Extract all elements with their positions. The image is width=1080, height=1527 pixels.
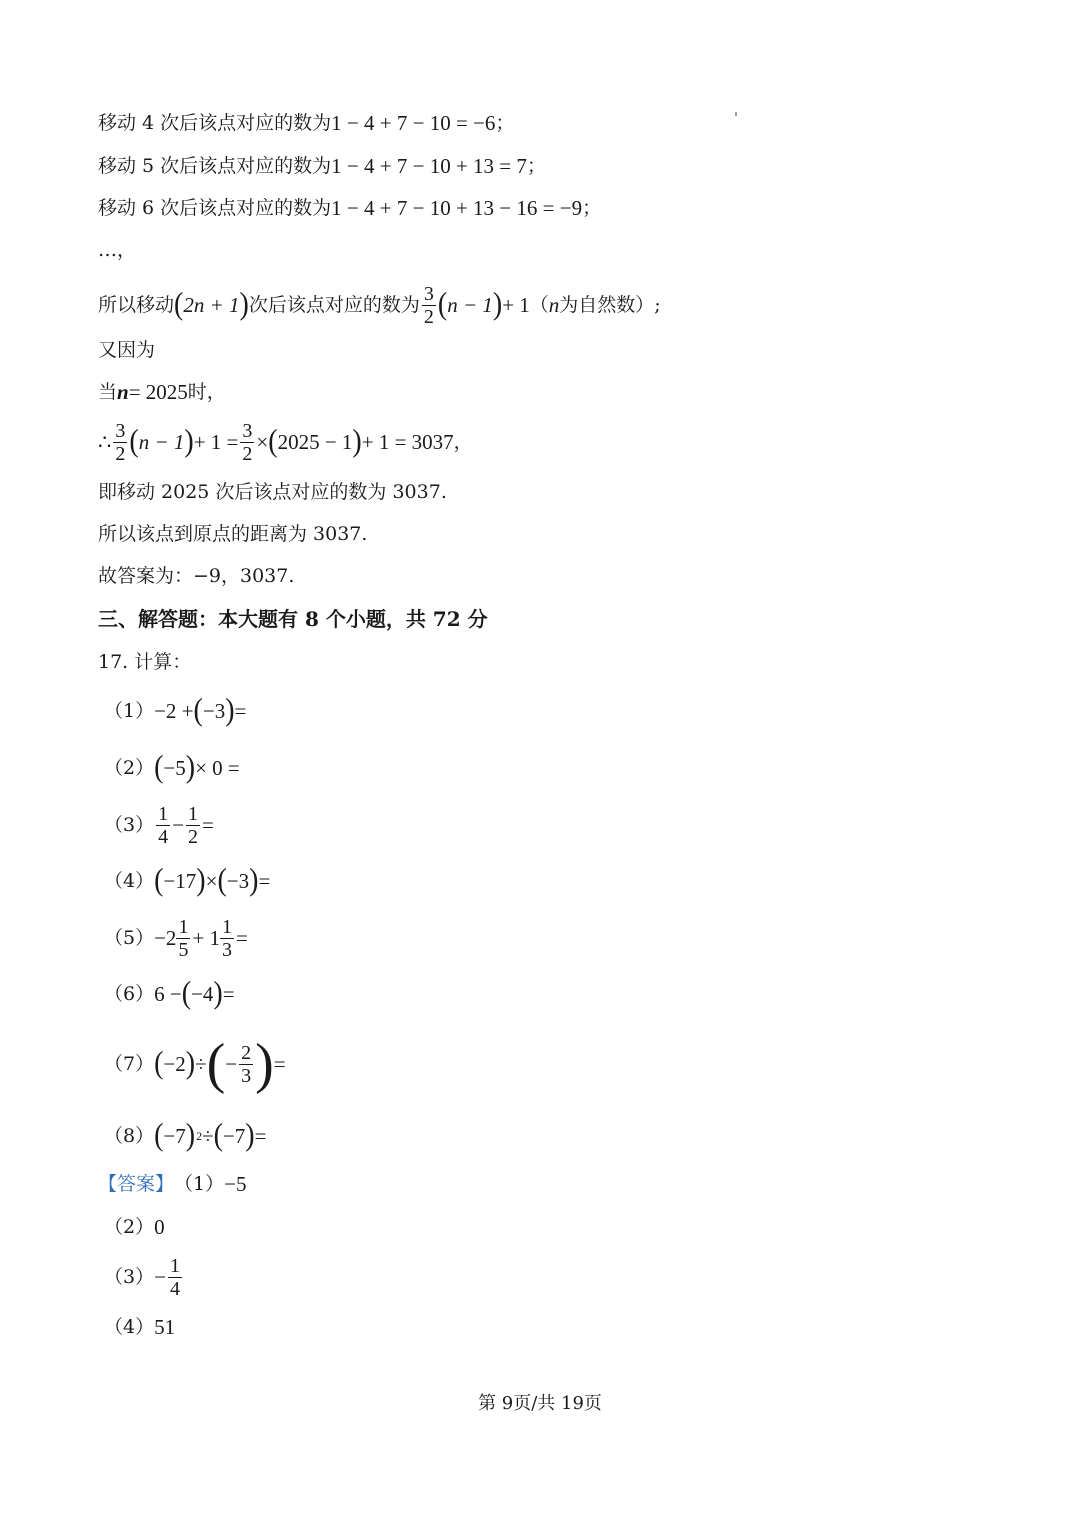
fraction-two-thirds <box>239 1042 253 1087</box>
item-expr: 6 − <box>154 982 182 1006</box>
right-paren: ) <box>184 423 194 460</box>
item-expr: −2 <box>163 1052 186 1076</box>
problem-item-1 <box>104 694 246 728</box>
expr-plus-1-equals: + 1 = <box>193 430 239 454</box>
expr-plus-1: + 1 <box>502 293 530 317</box>
item-label: （2） <box>104 1216 155 1238</box>
left-paren: ( <box>154 1117 164 1154</box>
item-label: （4） <box>104 870 155 892</box>
minus-sign: − <box>225 1052 238 1076</box>
line-math: 1 − 4 + 7 − 10 + 13 = 7 <box>331 154 527 178</box>
line-text: 当 <box>98 381 118 403</box>
problem-item-8 <box>104 1118 266 1154</box>
line-text: 又因为 <box>98 339 156 361</box>
solution-line-move-6 <box>98 196 601 220</box>
left-paren: ( <box>193 692 203 729</box>
right-paren: ) <box>352 423 362 460</box>
solution-line-distance <box>98 522 367 546</box>
line-text: 移动 6 次后该点对应的数为 <box>98 197 332 219</box>
mixed-number-whole: −2 <box>154 926 177 950</box>
fraction-denominator: 2 <box>187 825 198 848</box>
line-text: 移动 5 次后该点对应的数为 <box>98 155 332 177</box>
fraction-denominator: 3 <box>222 938 233 961</box>
therefore-symbol: ∴ <box>98 430 112 454</box>
fraction-numerator: 3 <box>115 419 126 442</box>
var-n: n <box>548 293 560 317</box>
fraction-three-halves <box>113 420 127 465</box>
problem-item-3 <box>104 800 214 850</box>
item-label: （1） <box>104 700 155 722</box>
line-end: ； <box>582 197 602 219</box>
problem-item-7 <box>104 1034 286 1094</box>
expr-2025-minus-1: 2025 − 1 <box>277 430 353 454</box>
equals-sign: = <box>258 869 271 893</box>
problem-item-2 <box>104 751 240 785</box>
item-label: （1） <box>174 1173 225 1195</box>
line-text: 为自然数）; <box>559 294 661 316</box>
answer-line-2 <box>104 1215 165 1239</box>
fraction-denominator: 5 <box>178 938 189 961</box>
right-paren: ) <box>225 692 235 729</box>
line-end: ； <box>526 155 546 177</box>
problem-item-5 <box>104 912 248 964</box>
line-text: 所以该点到原点的距离为 3037. <box>98 523 368 545</box>
left-paren: ( <box>268 423 278 460</box>
expr-2n-plus-1: 2n + 1 <box>183 293 240 317</box>
solution-line-general-formula <box>98 280 661 330</box>
item-label: （6） <box>104 983 155 1005</box>
equals-sign: = <box>273 1052 286 1076</box>
scan-mark <box>735 112 737 116</box>
left-paren: ( <box>217 862 227 899</box>
divide-symbol: ÷ <box>195 1052 207 1076</box>
line-text: 移动 4 次后该点对应的数为 <box>98 112 332 134</box>
line-math: 1 − 4 + 7 − 10 = −6 <box>331 111 496 135</box>
line-text: 故答案为：−9，3037. <box>98 565 295 587</box>
ellipsis-text: …， <box>98 239 137 261</box>
left-paren: ( <box>174 286 184 323</box>
fraction-denominator: 2 <box>423 305 434 328</box>
item-label: （3） <box>104 1266 155 1288</box>
fraction-one-fifth <box>176 916 190 961</box>
solution-line-result <box>98 480 447 504</box>
line-text: 即移动 2025 次后该点对应的数为 3037. <box>98 481 447 503</box>
left-paren: ( <box>181 975 192 1012</box>
item-expr: −3 <box>202 699 226 723</box>
problem-item-4 <box>104 864 270 898</box>
answer-value: 0 <box>154 1215 165 1239</box>
right-paren: ) <box>213 975 223 1012</box>
item-expr: −3 <box>226 869 250 893</box>
fraction-three-halves <box>240 420 254 465</box>
fraction-one-quarter <box>156 803 170 848</box>
answer-value: 51 <box>154 1315 176 1339</box>
expr-n-minus-1: n − 1 <box>447 293 493 317</box>
fraction-denominator: 2 <box>115 442 126 465</box>
fraction-numerator: 2 <box>241 1041 252 1064</box>
mixed-number-whole: + 1 <box>192 926 221 950</box>
page-footer: 第 9页/共 19页 <box>478 1393 602 1414</box>
item-expr: −17 <box>163 869 197 893</box>
equals-sign: = <box>234 699 247 723</box>
answer-value: −5 <box>224 1172 247 1196</box>
times-symbol: × <box>205 869 218 893</box>
exponent: 2 <box>196 1129 203 1143</box>
item-expr: −2 + <box>154 699 194 723</box>
line-math: 1 − 4 + 7 − 10 + 13 − 16 = −9 <box>331 196 583 220</box>
right-paren: ) <box>492 286 503 323</box>
left-paren: ( <box>213 1117 223 1154</box>
right-paren: ) <box>185 1045 196 1082</box>
solution-line-move-5 <box>98 154 546 178</box>
section-heading: 三、解答题：本大题有 8 个小题，共 72 分 <box>98 607 488 631</box>
fraction-numerator: 1 <box>178 915 189 938</box>
right-paren: ) <box>196 862 206 899</box>
open-bracket: （ <box>529 294 549 316</box>
line-text: 时， <box>187 381 226 403</box>
left-paren: ( <box>154 1045 164 1082</box>
fraction-denominator: 4 <box>158 825 169 848</box>
divide-symbol: ÷ <box>202 1124 214 1148</box>
right-paren: ) <box>249 862 259 899</box>
item-label: （3） <box>104 814 155 836</box>
right-paren: ) <box>245 1117 255 1154</box>
right-paren: ) <box>185 1117 196 1154</box>
solution-line-ellipsis <box>98 238 136 262</box>
left-paren: ( <box>437 286 448 323</box>
line-text: 所以移动 <box>98 294 175 316</box>
var-n: n <box>117 380 129 404</box>
left-paren: ( <box>129 423 139 460</box>
solution-line-therefore <box>98 416 473 468</box>
equals-sign: = <box>222 982 235 1006</box>
minus-sign: − <box>154 1265 166 1289</box>
item-expr: × 0 = <box>195 756 240 780</box>
equals-sign: = <box>254 1124 267 1148</box>
right-big-paren: ) <box>255 1033 274 1095</box>
solution-line-when-n <box>98 380 226 404</box>
left-paren: ( <box>154 749 164 786</box>
problem-item-6 <box>104 977 235 1011</box>
item-expr: −5 <box>163 756 186 780</box>
item-label: （2） <box>104 757 155 779</box>
answer-line-3 <box>104 1252 184 1302</box>
expr-equals-2025: = 2025 <box>128 380 188 404</box>
fraction-numerator: 3 <box>242 419 253 442</box>
right-paren: ) <box>185 749 196 786</box>
item-expr: −4 <box>191 982 214 1006</box>
problem-title <box>98 650 191 674</box>
answer-tag: 【答案】 <box>98 1173 175 1195</box>
times-symbol: × <box>256 430 269 454</box>
fraction-one-quarter <box>168 1255 182 1300</box>
answer-line-1 <box>98 1172 246 1196</box>
right-paren: ) <box>239 286 249 323</box>
fraction-one-third <box>220 916 234 961</box>
line-text: 次后该点对应的数为 <box>248 294 420 316</box>
expr-result: + 1 = 3037 <box>361 430 454 454</box>
fraction-numerator: 3 <box>423 282 434 305</box>
item-expr: −7 <box>163 1124 186 1148</box>
fraction-one-half <box>186 803 200 848</box>
fraction-denominator: 3 <box>241 1064 252 1087</box>
fraction-three-halves <box>422 283 436 328</box>
left-big-paren: ( <box>206 1033 226 1095</box>
left-paren: ( <box>154 862 164 899</box>
fraction-numerator: 1 <box>158 802 169 825</box>
item-label: （5） <box>104 927 155 949</box>
equals-sign: = <box>201 813 214 837</box>
item-expr: −7 <box>222 1124 246 1148</box>
item-label: （7） <box>104 1053 155 1075</box>
expr-n-minus-1: n − 1 <box>138 430 185 454</box>
answer-line-4 <box>104 1315 175 1339</box>
line-end: ， <box>453 431 473 453</box>
equals-sign: = <box>236 926 248 950</box>
line-end: ； <box>495 112 515 134</box>
item-label: （4） <box>104 1316 155 1338</box>
minus-sign: − <box>172 813 184 837</box>
solution-line-because <box>98 338 155 362</box>
fraction-denominator: 2 <box>242 442 253 465</box>
fraction-numerator: 1 <box>187 802 198 825</box>
fraction-numerator: 1 <box>222 915 233 938</box>
solution-line-answer <box>98 564 294 588</box>
fraction-numerator: 1 <box>169 1254 180 1277</box>
solution-line-move-4 <box>98 111 514 135</box>
item-label: （8） <box>104 1125 155 1147</box>
problem-title-text: 17. 计算： <box>98 651 192 673</box>
fraction-denominator: 4 <box>169 1277 180 1300</box>
